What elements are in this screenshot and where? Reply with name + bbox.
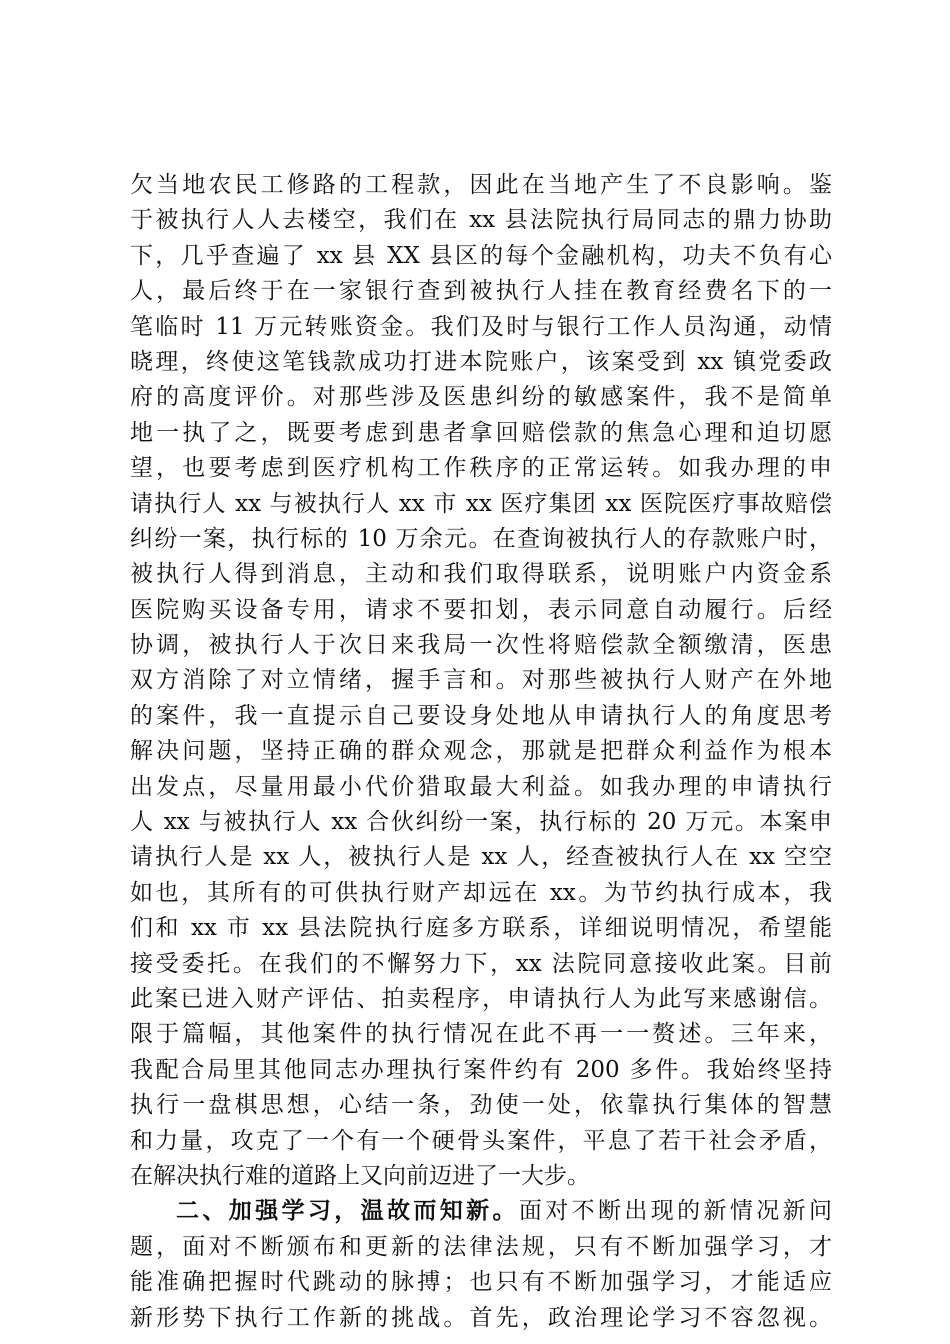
text-line: 题，面对不断颁布和更新的法律法规，只有不断加强学习，才	[130, 1233, 832, 1260]
text-line: 晓理，终使这笔钱款成功打进本院账户，该案受到 xx 镇党委政	[130, 348, 832, 375]
text-line: 医院购买设备专用，请求不要扣划，表示同意自动履行。后经	[130, 596, 832, 623]
text-line: 协调，被执行人于次日来我局一次性将赔偿款全额缴清，医患	[130, 632, 832, 659]
heading-line-text: 面对不断出现的新情况新问	[518, 1198, 832, 1225]
text-line: 接受委托。在我们的不懈努力下，xx 法院同意接收此案。目前	[130, 950, 832, 977]
text-line: 望，也要考虑到医疗机构工作秩序的正常运转。如我办理的申	[130, 455, 832, 482]
section-heading: 二、加强学习，温故而知新。	[176, 1198, 519, 1225]
text-line	[130, 1194, 832, 1229]
text-line: 和力量，攻克了一个有一个硬骨头案件，平息了若干社会矛盾，	[130, 1127, 832, 1154]
text-line: 新形势下执行工作新的挑战。首先，政治理论学习不容忽视。	[130, 1304, 832, 1331]
text-line: 解决问题，坚持正确的群众观念，那就是把群众利益作为根本	[130, 738, 832, 765]
text-line: 请执行人 xx 与被执行人 xx 市 xx 医疗集团 xx 医院医疗事故赔偿	[130, 490, 832, 517]
text-line: 请执行人是 xx 人，被执行人是 xx 人，经查被执行人在 xx 空空	[130, 844, 832, 871]
text-line: 双方消除了对立情绪，握手言和。对那些被执行人财产在外地	[130, 667, 832, 694]
text-line: 人，最后终于在一家银行查到被执行人挂在教育经费名下的一	[130, 278, 832, 305]
text-line: 的案件，我一直提示自己要设身处地从申请执行人的角度思考	[130, 702, 832, 729]
text-line: 限于篇幅，其他案件的执行情况在此不再一一赘述。三年来，	[130, 1021, 832, 1048]
text-line: 如也，其所有的可供执行财产却远在 xx。为节约执行成本，我	[130, 879, 832, 906]
text-line: 府的高度评价。对那些涉及医患纠纷的敏感案件，我不是简单	[130, 384, 832, 411]
text-line: 被执行人得到消息，主动和我们取得联系，说明账户内资金系	[130, 561, 832, 588]
text-line: 我配合局里其他同志办理执行案件约有 200 多件。我始终坚持	[130, 1056, 832, 1083]
text-line: 执行一盘棋思想，心结一条，劲使一处，依靠执行集体的智慧	[130, 1092, 832, 1119]
text-line: 能准确把握时代跳动的脉搏；也只有不断加强学习，才能适应	[130, 1269, 832, 1296]
text-line: 人 xx 与被执行人 xx 合伙纠纷一案，执行标的 20 万元。本案申	[130, 809, 832, 836]
text-line: 纠纷一案，执行标的 10 万余元。在查询被执行人的存款账户时，	[130, 525, 832, 552]
text-line: 地一执了之，既要考虑到患者拿回赔偿款的焦急心理和迫切愿	[130, 419, 832, 446]
text-line: 在解决执行难的道路上又向前迈进了一大步。	[130, 1162, 590, 1189]
text-line: 于被执行人人去楼空，我们在 xx 县法院执行局同志的鼎力协助	[130, 207, 832, 234]
document-body	[130, 168, 832, 1336]
text-line: 此案已进入财产评估、拍卖程序，申请执行人为此写来感谢信。	[130, 985, 832, 1012]
paragraph-2	[130, 1194, 832, 1336]
text-line: 出发点，尽量用最小代价猎取最大利益。如我办理的申请执行	[130, 773, 832, 800]
text-line: 下，几乎查遍了 xx 县 XX 县区的每个金融机构，功夫不负有心	[130, 242, 832, 269]
text-line: 笔临时 11 万元转账资金。我们及时与银行工作人员沟通，动情	[130, 313, 832, 340]
text-line: 们和 xx 市 xx 县法院执行庭多方联系，详细说明情况，希望能	[130, 915, 832, 942]
text-line: 欠当地农民工修路的工程款，因此在当地产生了不良影响。鉴	[130, 172, 832, 198]
paragraph-1	[130, 168, 832, 1194]
